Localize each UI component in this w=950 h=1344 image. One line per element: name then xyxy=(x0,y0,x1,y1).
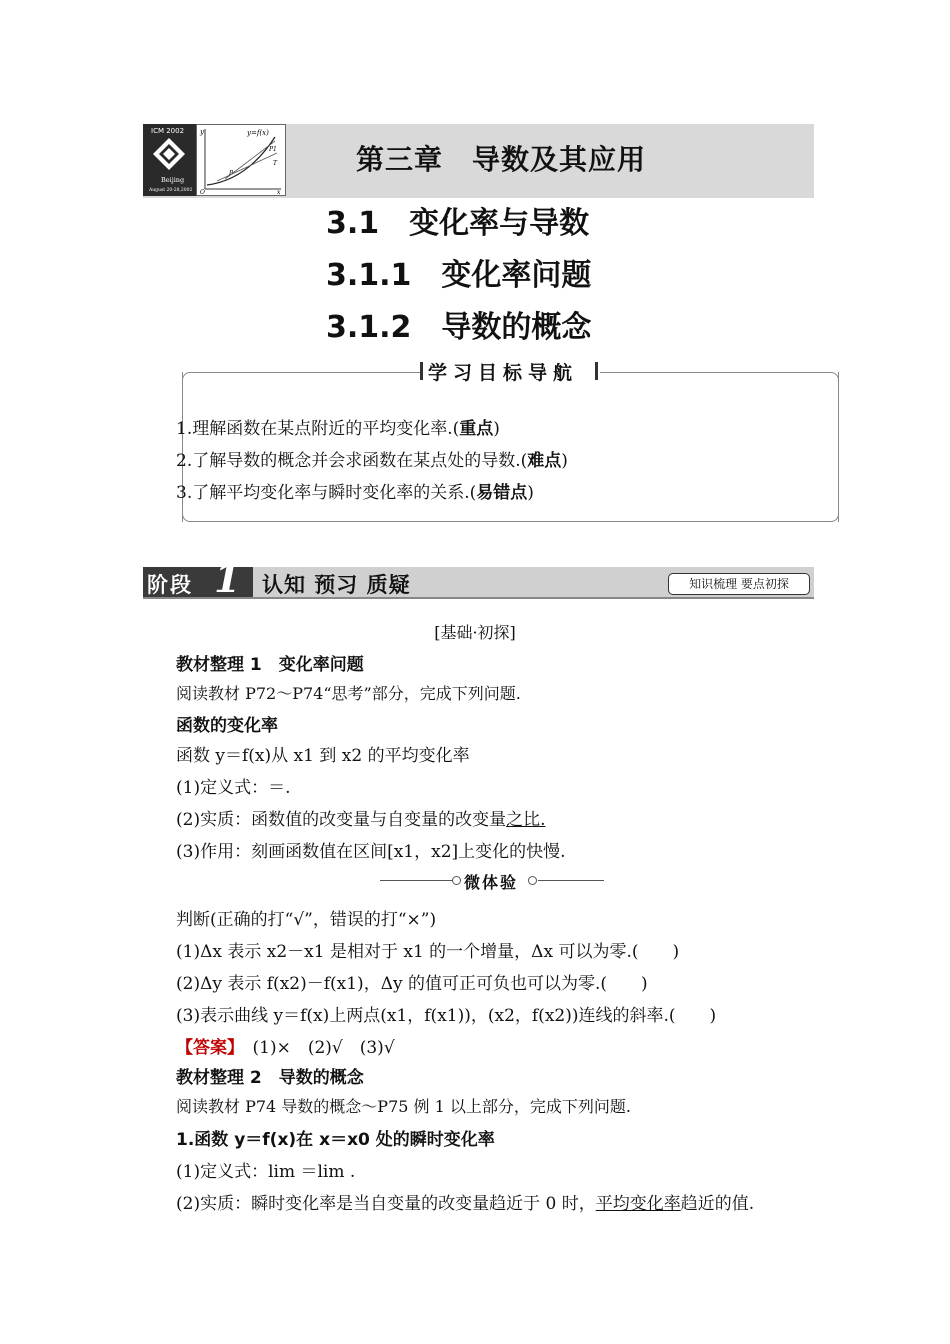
section-title-3-1-1: 3.1.1 变化率问题 xyxy=(326,258,592,293)
judge-instruction: 判断(正确的打“√”，错误的打“×”) xyxy=(176,910,437,930)
section-title-3-1-2: 3.1.2 导数的概念 xyxy=(326,310,592,345)
svg-text:y=f(x): y=f(x) xyxy=(247,129,269,137)
blank-answer-2: 平均变化率 xyxy=(595,1194,681,1214)
goal-label-bar-left xyxy=(420,362,423,380)
svg-text:T: T xyxy=(273,160,278,167)
goal-item-3: 3.了解平均变化率与瞬时变化率的关系.(易错点) xyxy=(176,483,534,503)
judge-question-1: (1)Δx 表示 x2－x1 是相对于 x1 的一个增量，Δx 可以为零.( ) xyxy=(176,942,680,962)
goal-label-bar-right xyxy=(595,362,598,380)
material-1-subtitle: 函数的变化率 xyxy=(176,716,278,736)
material-1-read: 阅读教材 P72～P74“思考”部分，完成下列问题. xyxy=(176,684,521,703)
answer-line: 【答案】 (1)× (2)√ (3)√ xyxy=(176,1038,395,1058)
answer-key: 【答案】 xyxy=(176,1038,236,1058)
logo-text-icm: ICM 2002 xyxy=(151,127,185,135)
material-2-subtitle: 1.函数 y＝f(x)在 x＝x0 处的瞬时变化率 xyxy=(176,1130,495,1150)
basic-label: [基础·初探] xyxy=(434,623,516,642)
stage-title: 认知 预习 质疑 xyxy=(262,572,411,597)
goal-label: 学习目标导航 xyxy=(428,362,579,384)
micro-dot-left xyxy=(452,876,461,885)
icm-logo xyxy=(143,124,196,196)
material-1-definition: (1)定义式：＝. xyxy=(176,778,291,798)
svg-text:y: y xyxy=(200,128,204,136)
section-title-3-1: 3.1 变化率与导数 xyxy=(326,206,590,241)
material-2-read: 阅读教材 P74 导数的概念～P75 例 1 以上部分，完成下列问题. xyxy=(176,1097,631,1116)
logo-text-city: Beijing xyxy=(161,176,185,184)
goal-box-bottom xyxy=(182,510,839,522)
material-2-title: 教材整理 2 导数的概念 xyxy=(176,1068,364,1088)
svg-text:P1: P1 xyxy=(269,146,277,153)
blank-answer: 之比. xyxy=(506,810,546,830)
micro-dot-right xyxy=(528,876,537,885)
material-1-essence: (2)实质：函数值的改变量与自变量的改变量之比. xyxy=(176,810,546,830)
material-1-title: 教材整理 1 变化率问题 xyxy=(176,655,364,675)
svg-text:O: O xyxy=(200,189,205,195)
micro-label: 微体验 xyxy=(464,873,519,892)
stage-number: 1 xyxy=(214,556,241,601)
goal-item-2: 2.了解导数的概念并会求函数在某点处的导数.(难点) xyxy=(176,451,568,471)
logo-text-date: August 20-28,2002 xyxy=(149,188,193,193)
material-2-definition: (1)定义式：lim ＝lim . xyxy=(176,1162,356,1182)
svg-text:P: P xyxy=(229,170,234,177)
stage-tag: 知识梳理 要点初探 xyxy=(668,573,810,595)
judge-question-2: (2)Δy 表示 f(x2)－f(x1)，Δy 的值可正可负也可以为零.( ) xyxy=(176,974,648,994)
micro-divider-left xyxy=(380,880,454,881)
material-2-essence: (2)实质：瞬时变化率是当自变量的改变量趋近于 0 时，平均变化率趋近的值. xyxy=(176,1194,755,1214)
goal-item-1: 1.理解函数在某点附近的平均变化率.(重点) xyxy=(176,419,500,439)
judge-question-3: (3)表示曲线 y＝f(x)上两点(x1，f(x1))，(x2，f(x2))连线的斜率.( ) xyxy=(176,1006,717,1026)
derivative-graph-figure xyxy=(196,124,286,196)
svg-text:x: x xyxy=(277,189,281,195)
stage-word: 阶段 xyxy=(147,573,193,597)
material-1-line: 函数 y＝f(x)从 x1 到 x2 的平均变化率 xyxy=(176,746,470,766)
micro-divider-right xyxy=(538,880,604,881)
chapter-title: 第三章 导数及其应用 xyxy=(356,143,647,176)
material-1-use: (3)作用：刻画函数值在区间[x1，x2]上变化的快慢. xyxy=(176,842,566,862)
